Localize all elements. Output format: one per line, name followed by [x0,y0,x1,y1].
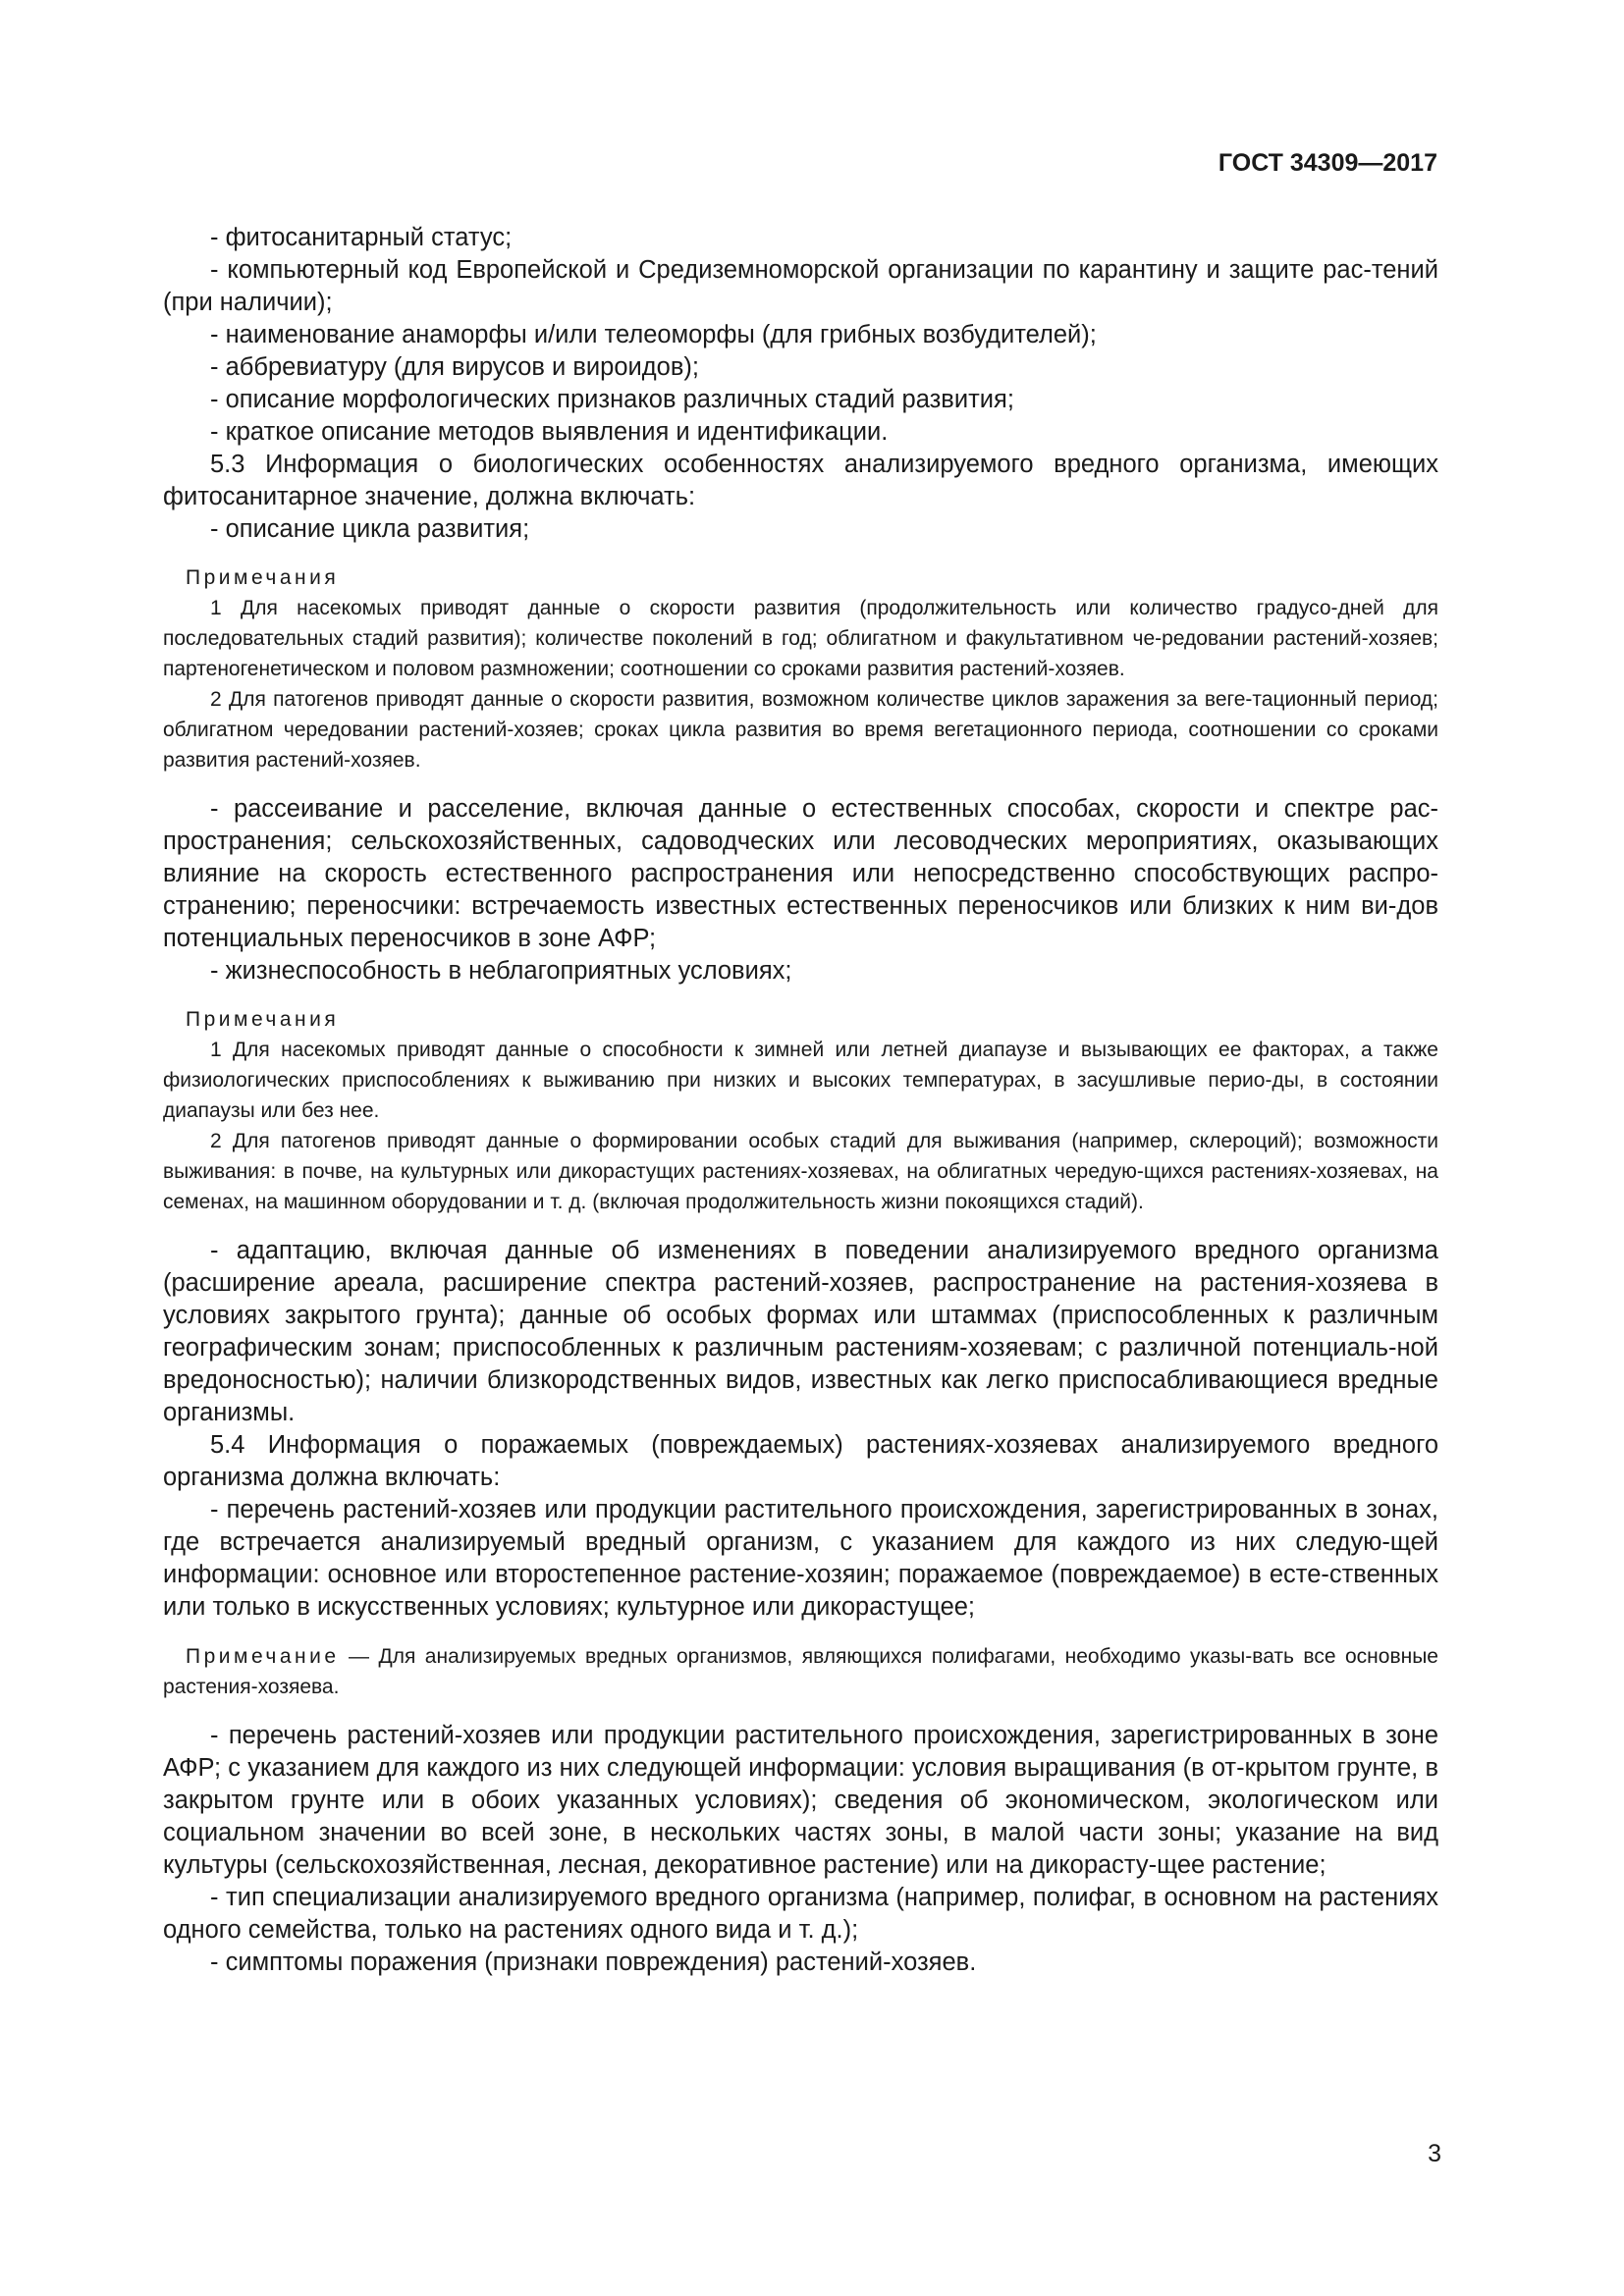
list-item: - перечень растений-хозяев или продукции растительного происхождения, зарегистрированных в зонах, где встречается анализируемый вредный организм, с указанием для каждого из них следую-щей информации: основное или второстепенное растение-хозяин; поражаемое (повреждаемое) в есте-ственных или только в искусственных условиях; культурное или дикорастущее; [163,1496,1438,1621]
section-5-4: 5.4 Информация о поражаемых (повреждаемых) растениях-хозяевах анализируемого вредного организма должна включать: [163,1431,1438,1491]
note-paragraph: 1 Для насекомых приводят данные о скорости развития (продолжительность или количество градусо-дней для последовательных стадий развития); количестве поколений в год; облигатном и факультативном че-редовании растений-хозяев; партеногенетическом и половом размножении; соотношении со сроками развития растений-хозяев. [163,597,1438,680]
list-item: - аббревиатуру (для вирусов и вироидов); [210,353,699,381]
section-5-3: 5.3 Информация о биологических особенностях анализируемого вредного организма, имеющих фитосанитарное значение, должна включать: [163,451,1438,510]
list-item: - перечень растений-хозяев или продукции растительного происхождения, зарегистрированных в зоне АФР; с указанием для каждого из них следующей информации: условия выращивания (в от-крытом грунте, в закрытом грунте или в обоих указанных условиях); сведения об экономическом, экологическом или социальном значении во всей зоне, в нескольких частях зоны, в малой части зоны; указание на вид культуры (сельскохозяйственная, лесная, декоративное растение) или на дикорасту-щее растение; [163,1722,1438,1879]
list-item: - адаптацию, включая данные об изменениях в поведении анализируемого вредного организма (расширение ареала, расширение спектра растений-хозяев, распространение на растения-хозяева в условиях закрытого грунта); данные об особых формах или штаммах (приспособленных к различным географическим зонам; приспособленных к различным растениям-хозяевам; с различной потенциаль-ной вредоносностью); наличии близкородственных видов, известных как легко приспосабливающиеся вредные организмы. [163,1237,1438,1426]
list-item: - описание цикла развития; [210,515,530,543]
note-paragraph: 1 Для насекомых приводят данные о способности к зимней или летней диапаузе и вызывающих ее факторах, а также физиологических приспособлениях к выживанию при низких и высоких температурах, в засушливые перио-ды, в состоянии диапаузы или без нее. [163,1039,1438,1122]
document-code: ГОСТ 34309—2017 [1218,149,1437,177]
note-paragraph: 2 Для патогенов приводят данные о формировании особых стадий для выживания (например, склероций); возможности выживания: в почве, на культурных или дикорастущих растениях-хозяевах, на облигатных чередую-щихся растениях-хозяевах, на семенах, на машинном оборудовании и т. д. (включая продолжительность жизни покоящихся стадий). [163,1130,1438,1213]
note-paragraph: 2 Для патогенов приводят данные о скорости развития, возможном количестве циклов заражения за веге-тационный период; облигатном чередовании растений-хозяев; сроках цикла развития во время вегетационного периода, соотношении со сроками развития растений-хозяев. [163,688,1438,772]
document-body [163,222,1438,1979]
list-item: - рассеивание и расселение, включая данные о естественных способах, скорости и спектре рас-пространения; сельскохозяйственных, садоводческих или лесоводческих мероприятиях, оказывающих влияние на скорость естественного распространения или непосредственно способствующих распро-странению; переносчики: встречаемость известных естественных переносчиков или близких к ним ви-дов потенциальных переносчиков в зоне АФР; [163,795,1438,952]
notes-heading: Примечания [186,1008,340,1031]
list-item: - тип специализации анализируемого вредного организма (например, полифаг, в основном на растениях одного семейства, только на растениях одного вида и т. д.); [163,1884,1438,1944]
page-number: 3 [1428,2140,1441,2167]
list-item: - компьютерный код Европейской и Средиземноморской организации по карантину и защите рас-тений (при наличии); [163,256,1438,316]
list-item: - жизнеспособность в неблагоприятных условиях; [210,957,792,985]
notes-heading: Примечания [186,566,340,589]
list-item: - описание морфологических признаков различных стадий развития; [210,386,1014,413]
list-item: - краткое описание методов выявления и идентификации. [210,418,889,446]
note-text: — Для анализируемых вредных организмов, являющихся полифагами, необходимо указы-вать все основные растения-хозяева. [163,1645,1438,1698]
note-heading: Примечание [186,1645,340,1668]
single-note [163,1641,1438,1702]
list-item: - симптомы поражения (признаки повреждения) растений-хозяев. [210,1949,977,1976]
list-item: - фитосанитарный статус; [210,224,513,251]
list-item: - наименование анаморфы и/или телеоморфы (для грибных возбудителей); [210,321,1097,348]
